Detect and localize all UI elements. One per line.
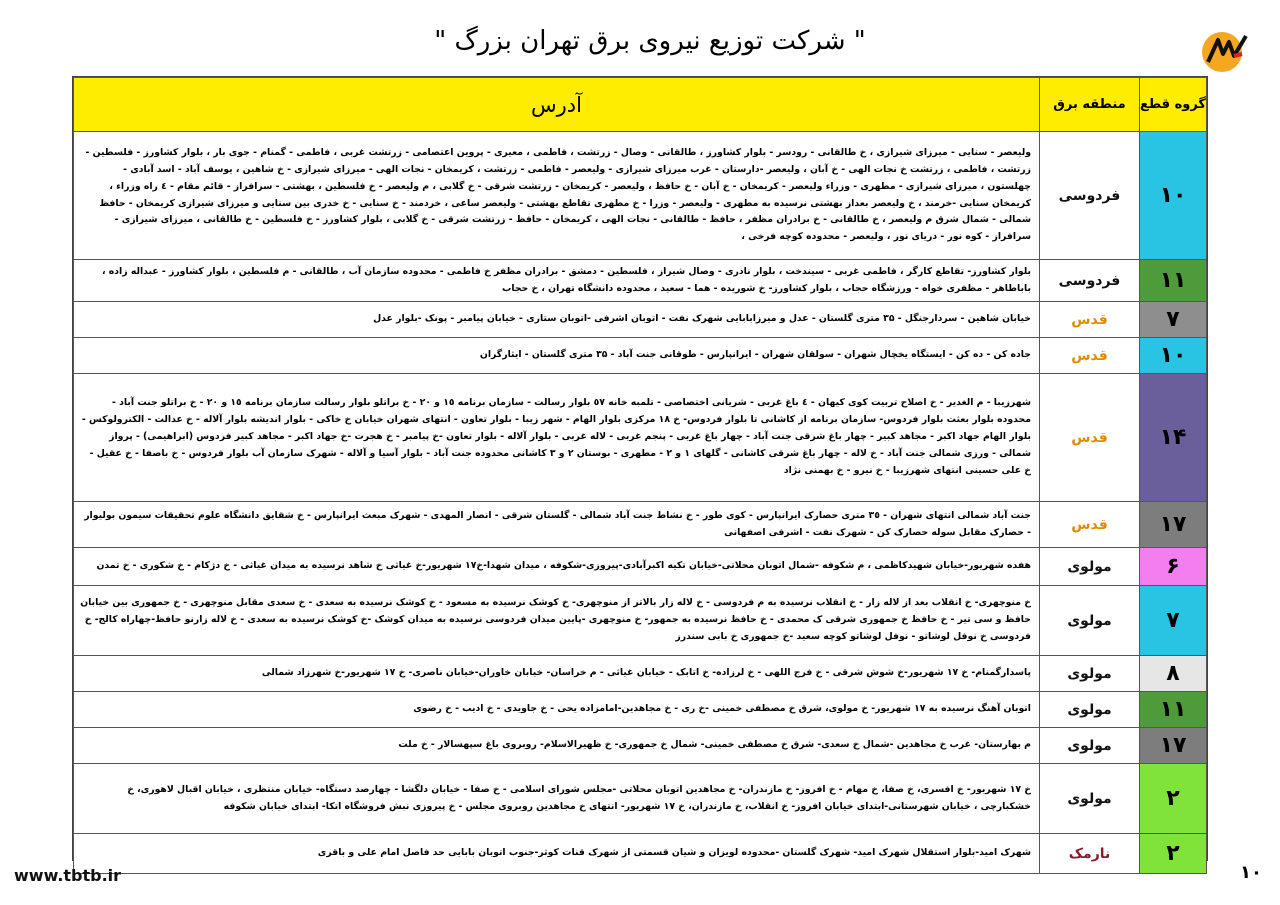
address-cell: خ ١٧ شهریور- خ افسری، خ صفا، خ مهام - خ افروز- خ مازندران- خ مجاهدین اتوبان محلاتی -مجلس شورای اسلامی - خ صفا - خیابان دلگشا - چهارصد دستگاه- خیابان منتظری ، خیابان اقبال لاهوری، خ خشکبارچی ، خیابان شهرستانی-ابتدای خیابان افروز- خ انقلاب، خ مازندران، خ ١٧ شهریور- انتهای خ مجاهدین روبروی مجلس - خ پیروزی نبش فروشگاه اتکا- ابتدای خیابان شکوفه: [74, 764, 1040, 834]
page-title: " شرکت توزیع نیروی برق تهران بزرگ ": [434, 26, 866, 56]
region-cell: قدس: [1040, 338, 1140, 374]
table-row: [74, 374, 1207, 502]
region-cell: قدس: [1040, 374, 1140, 502]
group-number-cell: ۱۷: [1140, 728, 1207, 764]
table-row: [74, 338, 1207, 374]
region-cell: قدس: [1040, 502, 1140, 548]
group-number-cell: ۸: [1140, 656, 1207, 692]
region-cell: مولوی: [1040, 586, 1140, 656]
region-cell: مولوی: [1040, 728, 1140, 764]
page-number: ۱۰: [1240, 862, 1262, 883]
table-row: [74, 548, 1207, 586]
table-row: [74, 728, 1207, 764]
header-region: منطقه برق: [1040, 78, 1140, 132]
group-number-cell: ۱۴: [1140, 374, 1207, 502]
address-cell: جاده کن - ده کن - ایستگاه یخچال شهران - سولقان شهران - ایرانپارس - طوقانی جنت آباد - ۳۵ متری گلستان - ایثارگران: [74, 338, 1040, 374]
header-group: گروه قطع: [1140, 78, 1207, 132]
region-cell: مولوی: [1040, 692, 1140, 728]
address-cell: بلوار کشاورز- تقاطع کارگر ، فاطمی غربی - سیندخت ، بلوار نادری - وصال شیراز ، فلسطین - دمشق - برادران مظفر خ فاطمی - محدوده سازمان آب ، طالقانی - م فلسطین ، بلوار کشاورز - عبداله زاده ، باباطاهر - مظفری خواه - ورزشگاه حجاب ، بلوار کشاورز- خ شوریده - هما - سعید ، محدوده دانشگاه تهران ، خ حجاب: [74, 260, 1040, 302]
address-cell: م بهارستان- غرب خ مجاهدین -شمال خ سعدی- شرق خ مصطفی خمینی- شمال خ جمهوری- خ ظهیرالاسلام- روبروی باغ سپهسالار - خ ملت: [74, 728, 1040, 764]
group-number-cell: ۲: [1140, 764, 1207, 834]
group-number-cell: ۱۰: [1140, 338, 1207, 374]
group-number-cell: ۶: [1140, 548, 1207, 586]
region-cell: فردوسی: [1040, 132, 1140, 260]
table-row: [74, 834, 1207, 874]
address-cell: خ منوچهری- خ انقلاب بعد از لاله زار - خ انقلاب نرسیده به م فردوسی - خ لاله زار بالاتر از منوچهری- خ کوشک نرسیده به مسعود - خ کوشک نرسیده به سعدی - خ سعدی مقابل منوچهری - خ جمهوری بین خیابان حافظ و سی تیر - خ حافظ خ جمهوری شرقی ک محمدی - خ حافظ نرسیده به جمهور- خ منوچهری -پایین میدان فردوسی نرسیده به میدان کوشک -خ کوشک نرسیده به سعدی - خ لاله زارنو حافظ-چهاراه کالج- خ فردوسی خ نوفل لوشاتو - نوفل لوشاتو کوچه سعید -خ جمهوری خ بابی سندرز: [74, 586, 1040, 656]
table-row: [74, 656, 1207, 692]
address-cell: ولیعصر - سنایی - میرزای شیرازی ، خ طالقانی - رودسر - بلوار کشاورز ، طالقانی - وصال - زرتشت ، فاطمی ، معیری - پروین اعتصامی - زرتشت غربی ، فاطمی - گمنام - جوی بار ، بلوار کشاورز - فلسطین - زرتشت ، فاطمی ، زرتشت خ نجات الهی - خ آبان ، ولیعصر -دارستان - غرب میرزای شیرازی - ولیعصر - فاطمی - زرتشت ، کریمخان - نجات الهی - میرزای شیرازی - خ شاهین ، یوسف آباد - اسد آبادی - چهلستون ، میرزای شیرازی - مطهری - وزراء ولیعصر - کریمخان - خ آبان - خ حافظ ، ولیعصر - کریمخان - زرتشت شرقی - خ گلابی ، م ولیعصر - خ فلسطین ، بهشتی - سرافراز - قائم مقام - ٤ راه وزراء ، کریمخان سنایی -خرمند ، خ ولیعصر بعداز بهشتی نرسیده به مطهری - ولیعصر - وزرا - خ مطهری تقاطع بهشتی - ولیعصر ساعی ، خردمند - خ سنایی - خ خدری بین سنایی و میرزای شیرازی کریمخان - حافظ شمالی - شمال شرق م ولیعصر ، خ طالقانی - خ برادران مظفر ، حافظ - طالقانی - نجات الهی ، کریمخان - حافظ - زرتشت شرقی - خ گلابی ، بلوار کشاورز - خ فلسطین - خ طالقانی ، میرزای شیرازی - سرافراز - کوه نور - دریای نور ، ولیعصر - محدوده کوچه فرخی ،: [74, 132, 1040, 260]
group-number-cell: ۱۱: [1140, 692, 1207, 728]
table-row: [74, 692, 1207, 728]
group-number-cell: ۲: [1140, 834, 1207, 874]
table-row: [74, 260, 1207, 302]
address-cell: خیابان شاهین - سردارجنگل - ۳۵ متری گلستان - عدل و میرزابابایی شهرک نفت - اتوبان اشرفی -اتوبان ستاری - خیابان پیامبر - پونک -بلوار عدل: [74, 302, 1040, 338]
table-row: [74, 764, 1207, 834]
address-cell: پاسدارگمنام- خ ١٧ شهریور-خ شوش شرقی - خ فرج اللهی - خ لرزاده- خ اتابک - خیابان غیاثی - م خراسان- خیابان خاوران-خیابان ناصری- خ ١٧ شهریور-خ شهرزاد شمالی: [74, 656, 1040, 692]
address-cell: شهرک امید-بلوار استقلال شهرک امید- شهرک گلستان -محدوده لویزان و شیان قسمتی از شهرک قنات کوثر-جنوب اتوبان بابایی حد فاصل امام علی و باقری: [74, 834, 1040, 874]
table-row: [74, 586, 1207, 656]
tehran-electricity-logo: [1196, 28, 1252, 74]
region-cell: مولوی: [1040, 656, 1140, 692]
region-cell: مولوی: [1040, 548, 1140, 586]
group-number-cell: ۷: [1140, 586, 1207, 656]
address-cell: هفده شهریور-خیابان شهیدکاظمی ، م شکوفه -شمال اتوبان محلاتی-خیابان تکیه اکبرآبادی-پیروزی-شکوفه ، میدان شهدا-خ١٧ شهریور-خ غیاثی خ شاهد نرسیده به میدان غیاثی - خ دژکام - خ شکوری - خ تمدن: [74, 548, 1040, 586]
group-number-cell: ۱۱: [1140, 260, 1207, 302]
address-cell: اتوبان آهنگ نرسیده به ١٧ شهریور- خ مولوی، شرق خ مصطفی خمینی -خ ری - خ مجاهدین-امامزاده یحی - خ جاویدی - خ ادیب - خ رضوی: [74, 692, 1040, 728]
table-row: [74, 502, 1207, 548]
region-cell: نارمک: [1040, 834, 1140, 874]
header-address: آدرس: [74, 78, 1040, 132]
address-cell: شهرزیبا - م الغدیر - خ اصلاح تربیت کوی کیهان - ٤ باغ غربی - شریانی اختصاصی - تلمبه خانه ٥٧ بلوار رسالت - سازمان برنامه ١٥ و ٢٠ - خ براتلو بلوار رسالت سازمان برنامه ١٥ و ٢٠ - خ براتلو جنت آباد - محدوده بلوار بعثت بلوار فردوس- سازمان برنامه از کاشانی تا بلوار فردوس- خ ١٨ مرکزی بلوار الهام - شهر زیبا - بلوار تعاون - انتهای شهران خیابان خ خاکی - بلوار اندیشه بلوار آلاله - خ عدالت - الکترولوکس - بلوار الهام جهاد اکبر - مجاهد کبیر - چهار باغ شرقی جنت آباد - چهار باغ غربی - پنجم غربی - لاله غربی - بلوار آلاله - بلوار تعاون -خ پیامبر - خ هجرت -خ جهاد اکبر - مجاهد کبیر فردوس (ابراهیمی) - پرواز شمالی - ورزی شمالی جنت آباد - خ لاله - چهار باغ شرقی کاشانی - گلهای ١ و ٢ - مطهری - بوستان ٢ و ٣ کاشانی محدوده جنت آباد - بلوار آسیا و آلاله - شهرک سازمان آب بلوار فردوس - خ باصفا - خ عقیل - خ علی حسینی انتهای شهرزیبا - خ نیرو - خ بهمنی نژاد: [74, 374, 1040, 502]
region-cell: مولوی: [1040, 764, 1140, 834]
outage-table: [72, 76, 1208, 866]
address-cell: جنت آباد شمالی انتهای شهران - ٣٥ متری حصارک ایرانپارس - کوی طور - خ نشاط جنت آباد شمالی - گلستان شرقی - انصار المهدی - شهرک مبعث ایرانپارس - خ شقایق دانشگاه علوم تحقیقات سیمون بولیوار - حصارک مقابل سوله حصارک کن - شهرک نفت - اشرفی اصفهانی: [74, 502, 1040, 548]
group-number-cell: ۱۷: [1140, 502, 1207, 548]
table-row: [74, 132, 1207, 260]
region-cell: فردوسی: [1040, 260, 1140, 302]
table-row: [74, 302, 1207, 338]
group-number-cell: ۷: [1140, 302, 1207, 338]
footer-url[interactable]: www.tbtb.ir: [14, 866, 122, 885]
group-number-cell: ۱۰: [1140, 132, 1207, 260]
table-header-row: [74, 78, 1207, 132]
region-cell: قدس: [1040, 302, 1140, 338]
